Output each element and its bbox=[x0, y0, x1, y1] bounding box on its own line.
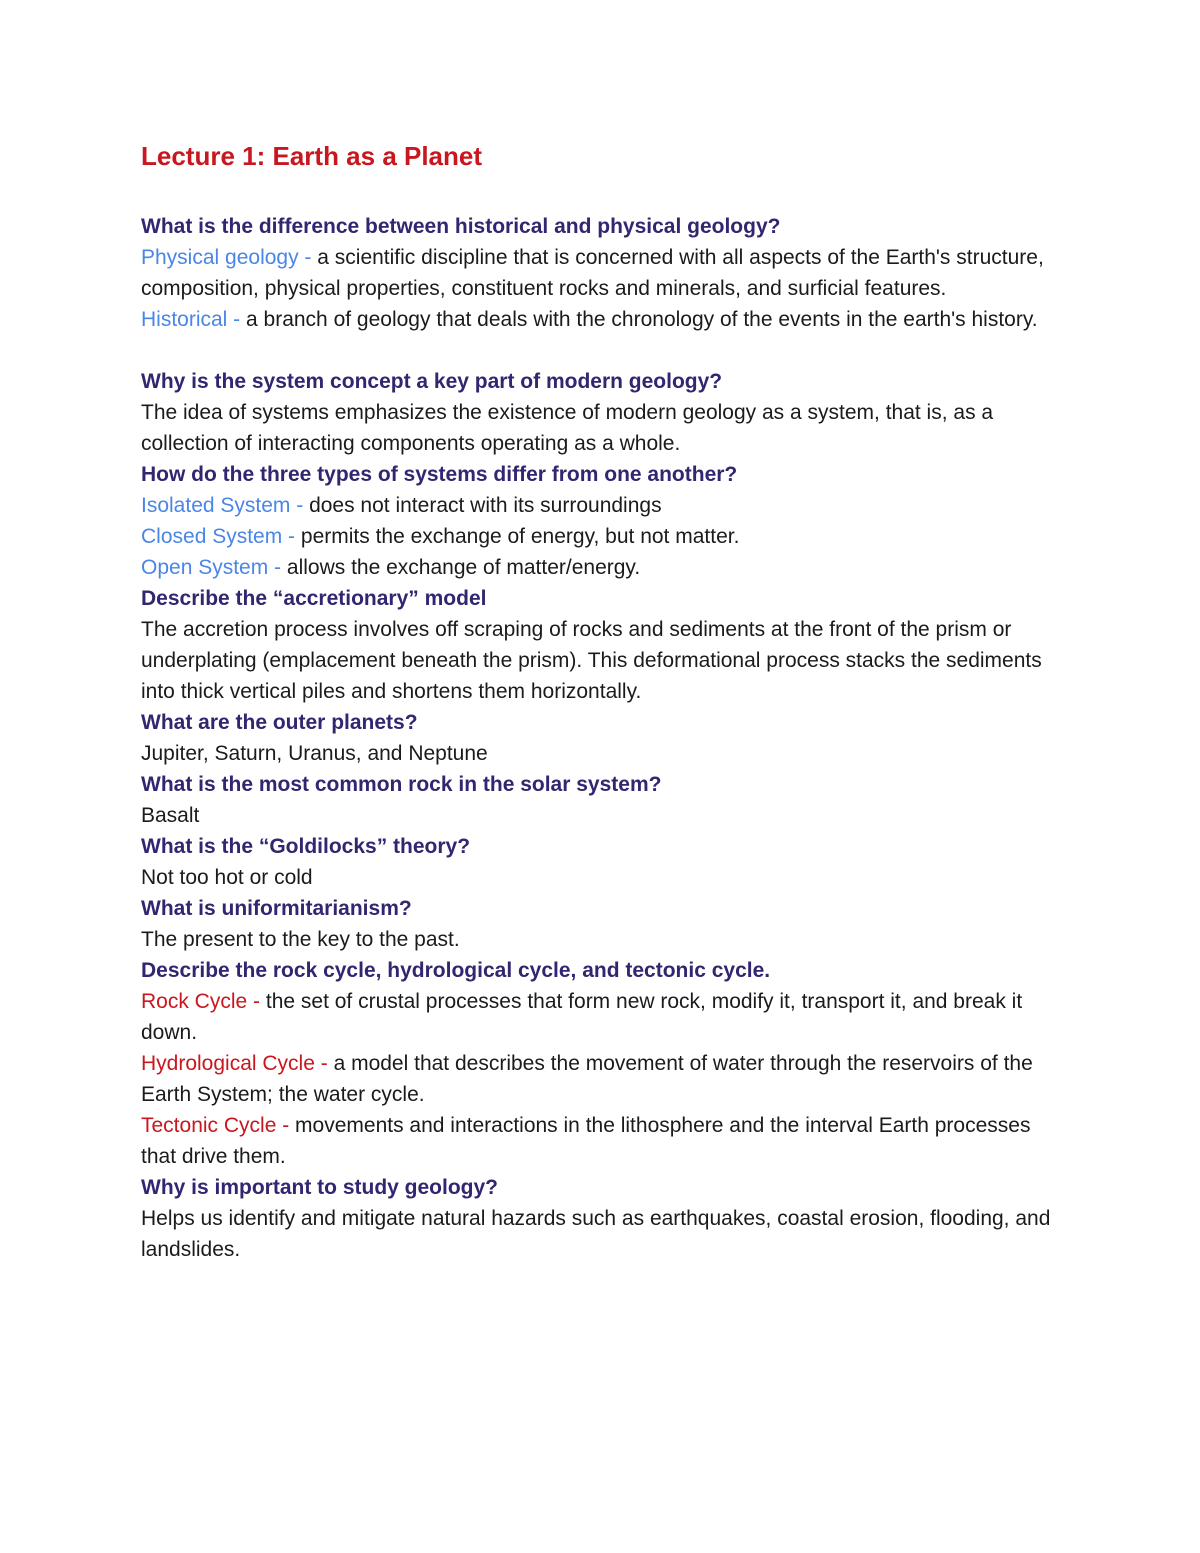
answer-outer-planets: Jupiter, Saturn, Uranus, and Neptune bbox=[141, 742, 488, 765]
question-why-study-geology: Why is important to study geology? bbox=[141, 1176, 498, 1199]
page-title: Lecture 1: Earth as a Planet bbox=[141, 141, 483, 171]
definition-historical bbox=[141, 304, 1061, 335]
term-isolated-system: Isolated System - bbox=[141, 494, 310, 517]
text-tectonic-cycle: movements and interactions in the lithosphere and the interval Earth processes that drive them. bbox=[141, 1114, 1031, 1168]
term-historical: Historical - bbox=[141, 308, 247, 331]
term-physical-geology: Physical geology - bbox=[141, 246, 318, 269]
document-page bbox=[141, 136, 1061, 1265]
definition-isolated-system bbox=[141, 490, 1061, 521]
term-closed-system: Closed System - bbox=[141, 525, 301, 548]
text-rock-cycle: the set of crustal processes that form new rock, modify it, transport it, and break it down. bbox=[141, 990, 1023, 1044]
definition-closed-system bbox=[141, 521, 1061, 552]
text-isolated-system: does not interact with its surroundings bbox=[309, 494, 662, 517]
question-common-rock: What is the most common rock in the solar system? bbox=[141, 773, 662, 796]
term-tectonic-cycle: Tectonic Cycle - bbox=[141, 1114, 296, 1137]
definition-rock-cycle bbox=[141, 986, 1061, 1048]
question-cycles: Describe the rock cycle, hydrological cycle, and tectonic cycle. bbox=[141, 959, 771, 982]
paragraph-gap bbox=[141, 335, 1061, 366]
text-historical: a branch of geology that deals with the chronology of the events in the earth's history. bbox=[246, 308, 1038, 331]
definition-physical-geology bbox=[141, 242, 1061, 304]
question-accretionary-model: Describe the “accretionary” model bbox=[141, 587, 487, 610]
answer-goldilocks: Not too hot or cold bbox=[141, 866, 313, 889]
question-outer-planets: What are the outer planets? bbox=[141, 711, 418, 734]
term-hydrological-cycle: Hydrological Cycle - bbox=[141, 1052, 334, 1075]
term-open-system: Open System - bbox=[141, 556, 287, 579]
definition-hydrological-cycle bbox=[141, 1048, 1061, 1110]
text-hydrological-cycle: a model that describes the movement of water through the reservoirs of the Earth System; the water cycle. bbox=[141, 1052, 1033, 1106]
term-rock-cycle: Rock Cycle - bbox=[141, 990, 266, 1013]
answer-why-study-geology: Helps us identify and mitigate natural hazards such as earthquakes, coastal erosion, flooding, and landslides. bbox=[141, 1207, 1051, 1261]
question-system-concept: Why is the system concept a key part of modern geology? bbox=[141, 370, 723, 393]
answer-common-rock: Basalt bbox=[141, 804, 200, 827]
text-physical-geology: a scientific discipline that is concerned with all aspects of the Earth's structure, composition, physical properties, constituent rocks and minerals, and surficial features. bbox=[141, 246, 1044, 300]
question-history-vs-physical: What is the difference between historical and physical geology? bbox=[141, 215, 781, 238]
definition-tectonic-cycle bbox=[141, 1110, 1061, 1172]
answer-uniformitarianism: The present to the key to the past. bbox=[141, 928, 460, 951]
question-system-types: How do the three types of systems differ from one another? bbox=[141, 463, 738, 486]
answer-system-concept: The idea of systems emphasizes the existence of modern geology as a system, that is, as a collection of interacting components operating as a whole. bbox=[141, 401, 994, 455]
question-uniformitarianism: What is uniformitarianism? bbox=[141, 897, 412, 920]
text-open-system: allows the exchange of matter/energy. bbox=[286, 556, 641, 579]
answer-accretionary-model: The accretion process involves off scraping of rocks and sediments at the front of the prism or underplating (emplacement beneath the prism). This deformational process stacks the sediments into thick vertical piles and shortens them horizontally. bbox=[141, 618, 1042, 703]
definition-open-system bbox=[141, 552, 1061, 583]
text-closed-system: permits the exchange of energy, but not matter. bbox=[300, 525, 740, 548]
question-goldilocks: What is the “Goldilocks” theory? bbox=[141, 835, 471, 858]
